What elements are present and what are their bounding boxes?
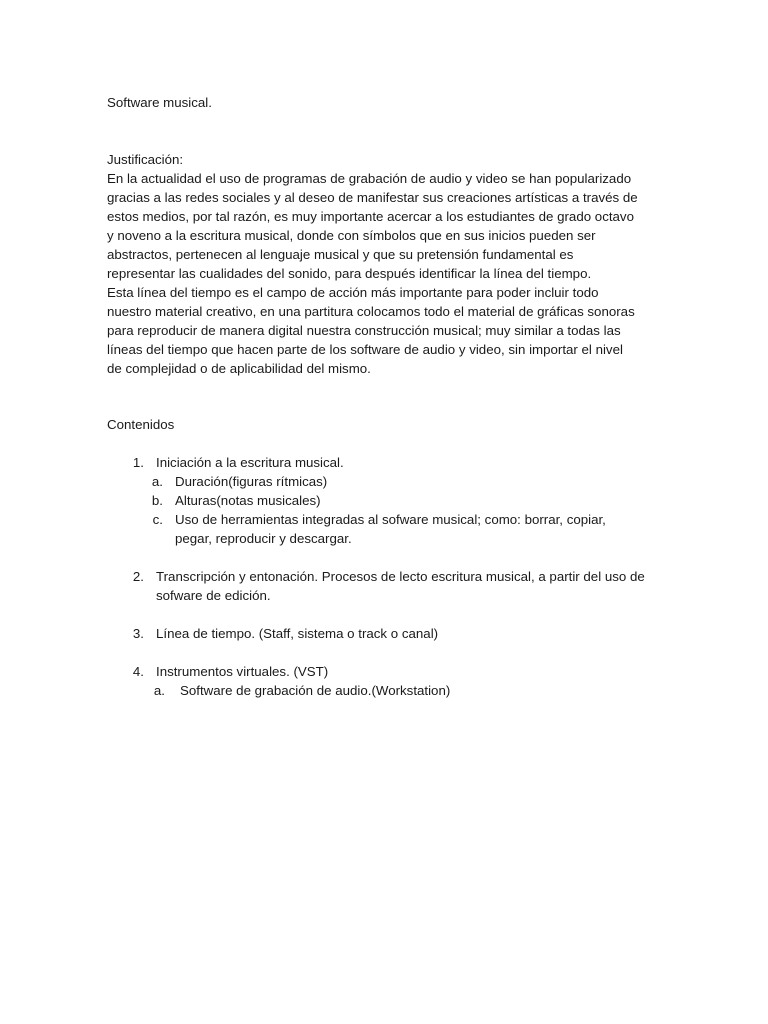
paragraph-line: estos medios, por tal razón, es muy importante acercar a los estudiantes de grado octavo xyxy=(107,209,634,224)
sub-item-letter: a. xyxy=(151,474,163,489)
list-item-text: Iniciación a la escritura musical. xyxy=(156,455,344,470)
list-item-number: 3. xyxy=(132,626,144,641)
paragraph-line: Esta línea del tiempo es el campo de acción más importante para poder incluir todo xyxy=(107,285,599,300)
sub-item-text: Uso de herramientas integradas al sofware musical; como: borrar, copiar, xyxy=(175,512,606,527)
list-item-text: Transcripción y entonación. Procesos de lecto escritura musical, a partir del uso de xyxy=(156,569,645,584)
list-item-text: Línea de tiempo. (Staff, sistema o track o canal) xyxy=(156,626,439,641)
paragraph-line: abstractos, pertenecen al lenguaje musical y que su pretensión fundamental es xyxy=(107,247,574,262)
document-title: Software musical. xyxy=(107,95,212,110)
justification-heading: Justificación: xyxy=(107,152,184,167)
sub-item-text: Alturas(notas musicales) xyxy=(175,493,321,508)
paragraph-line: de complejidad o de aplicabilidad del mismo. xyxy=(107,361,371,376)
sub-item-text: Software de grabación de audio.(Workstation) xyxy=(180,683,451,698)
sub-item-letter: b. xyxy=(151,493,163,508)
list-item-text: Instrumentos virtuales. (VST) xyxy=(156,664,329,679)
contents-heading: Contenidos xyxy=(107,417,175,432)
paragraph-line: En la actualidad el uso de programas de grabación de audio y video se han popularizado xyxy=(107,171,632,186)
sub-item-letter: a. xyxy=(153,683,165,698)
list-item-number: 1. xyxy=(132,455,144,470)
sub-item-text: Duración(figuras rítmicas) xyxy=(175,474,328,489)
paragraph-line: para reproducir de manera digital nuestra construcción musical; muy similar a todas las xyxy=(107,323,621,338)
list-item-number: 2. xyxy=(132,569,144,584)
list-item-text: sofware de edición. xyxy=(156,588,271,603)
sub-item-letter: c. xyxy=(152,512,163,527)
list-item-number: 4. xyxy=(132,664,144,679)
paragraph-line: representar las cualidades del sonido, para después identificar la línea del tiempo. xyxy=(107,266,592,281)
paragraph-line: gracias a las redes sociales y al deseo de manifestar sus creaciones artísticas a través de xyxy=(107,190,638,205)
sub-item-text: pegar, reproducir y descargar. xyxy=(175,531,352,546)
paragraph-line: y noveno a la escritura musical, donde con símbolos que en sus inicios pueden ser xyxy=(107,228,596,243)
paragraph-line: nuestro material creativo, en una partitura colocamos todo el material de gráficas sonoras xyxy=(107,304,635,319)
paragraph-line: líneas del tiempo que hacen parte de los software de audio y video, sin importar el nivel xyxy=(107,342,623,357)
